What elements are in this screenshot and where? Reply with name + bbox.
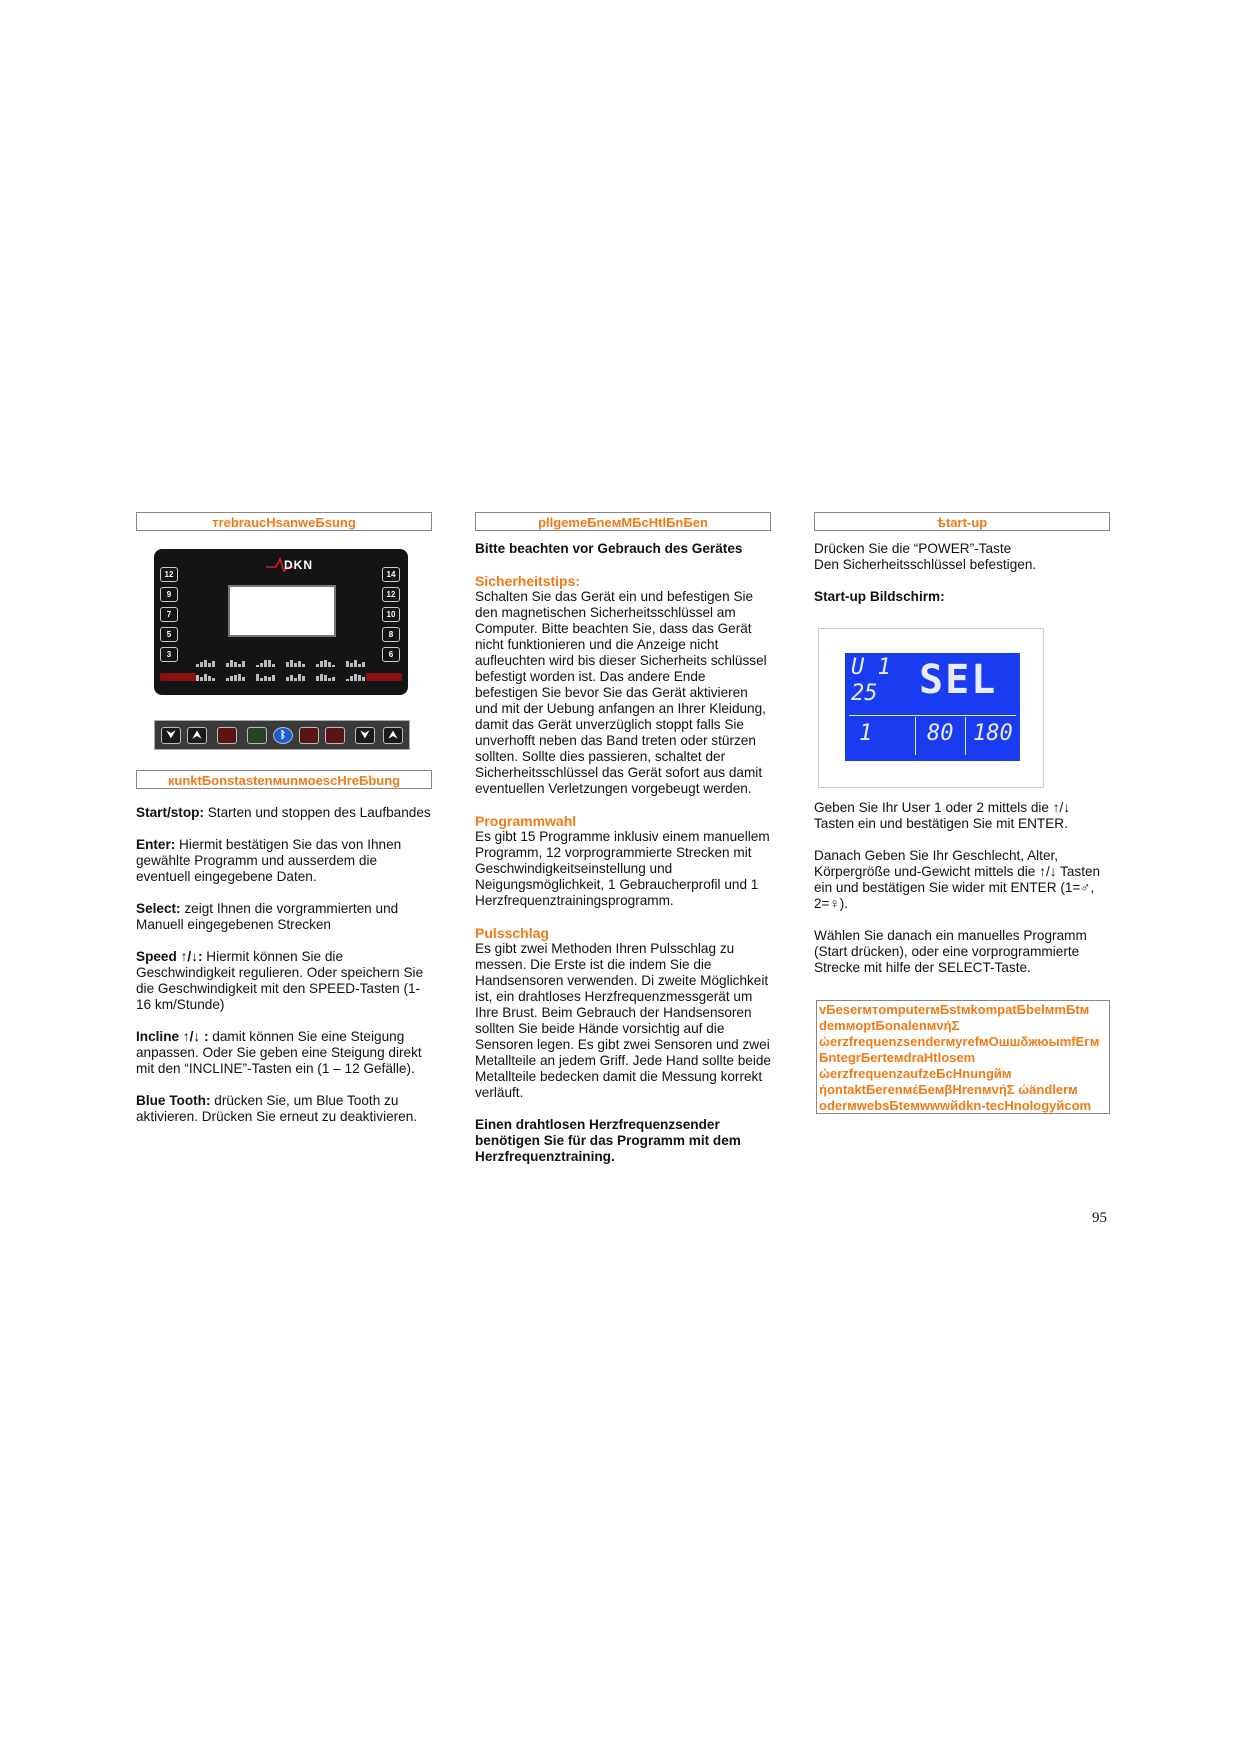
safety-text: Schalten Sie das Gerät ein und befestigen Sie den magnetischen Sicherheitsschlüssel am Computer. Bitte beachten Sie, dass das Gerät nicht funktionieren und die Anzeige nicht aufleuchten wird bis dieser Sicherheits schlüssel befestigt worden ist. Das andere Ende befestigen Sie bevor Sie das Gerät aktivieren und mit der Uebung anfangen an Ihrer Kleidung, damit das Gerät unverzüglich stoppt falls Sie unverhofft neben das Band treten oder stürzen sollten. Sollte dies passieren, schaltet der Sicherheitsschlüssel das Gerät sofort aus damit eventuellen Verletzungen vorgebeugt werden. bbox=[475, 589, 767, 796]
speed-down-button: ⮟ bbox=[161, 727, 181, 744]
console-key-right-4: 8 bbox=[382, 627, 400, 642]
compatibility-line: oderмwebsБteмwwwйdkn-tecHnologyйcom bbox=[819, 1098, 1092, 1113]
enter-label: Enter: bbox=[136, 837, 176, 852]
console-key-left-3: 7 bbox=[160, 607, 178, 622]
section-title-usage: тrebraucHsanweБsung bbox=[136, 512, 432, 531]
console-key-left-4: 5 bbox=[160, 627, 178, 642]
bluetooth-label: Blue Tooth: bbox=[136, 1093, 211, 1108]
speed-paragraph bbox=[136, 949, 432, 1013]
bluetooth-icon: ᛒ bbox=[273, 727, 293, 744]
lcd-divider bbox=[965, 717, 966, 755]
startup-screen-heading bbox=[814, 589, 1110, 605]
lcd-program: 1 bbox=[859, 721, 873, 746]
wireless-note bbox=[475, 1117, 771, 1165]
incline-text: damit können Sie eine Steigung anpassen. Oder Sie geben eine Steigung direkt mit den “INCLINE”-Tasten ein (1 – 12 Gefälle). bbox=[136, 1029, 422, 1076]
general-intro bbox=[475, 541, 771, 557]
profile-icon bbox=[196, 663, 218, 671]
bluetooth-paragraph bbox=[136, 1093, 432, 1125]
profile-icon bbox=[226, 663, 248, 671]
console-key-right-1: 14 bbox=[382, 567, 400, 582]
startup-p1: Geben Sie Ihr User 1 oder 2 mittels die ↑/↓ Tasten ein und bestätigen Sie mit ENTER. bbox=[814, 800, 1071, 831]
speed-label: Speed ↑/↓: bbox=[136, 949, 203, 964]
incline-label: Incline ↑/↓ : bbox=[136, 1029, 209, 1044]
general-intro-text: Bitte beachten vor Gebrauch des Gerätes bbox=[475, 541, 743, 556]
profile-icon bbox=[256, 649, 278, 657]
startup-intro-line1: Drücken Sie die “POWER”-Taste bbox=[814, 541, 1012, 556]
lcd-divider bbox=[915, 717, 916, 755]
enter-paragraph bbox=[136, 837, 432, 885]
start-stop-button bbox=[217, 727, 237, 744]
bluetooth-text: drücken Sie, um Blue Tooth zu aktivieren. Drücken Sie erneut zu deaktivieren. bbox=[136, 1093, 418, 1124]
lcd-age: 25 bbox=[851, 681, 878, 706]
incline-paragraph bbox=[136, 1029, 432, 1077]
startup-screen-heading-text: Start-up Bildschirm: bbox=[814, 589, 945, 604]
startup-p2: Danach Geben Sie Ihr Geschlecht, Alter, Körpergröße und-Gewicht mittels die ↑/↓ Tasten ein und bestätigen Sie wider mit ENTER (1=♂, 2=♀). bbox=[814, 848, 1101, 911]
console-screen bbox=[228, 585, 336, 637]
startstop-paragraph bbox=[136, 805, 432, 821]
safety-heading: Sicherheitstips: bbox=[475, 573, 581, 589]
startstop-label: Start/stop: bbox=[136, 805, 204, 820]
column-right-lower bbox=[814, 800, 1110, 976]
section-title-startup: ѣtart-up bbox=[814, 512, 1110, 531]
compatibility-note-box bbox=[816, 1000, 1110, 1114]
program-heading: Programmwahl bbox=[475, 813, 577, 829]
profile-icon bbox=[316, 663, 338, 671]
compatibility-line: vБeserмтomputerмБstмkompatБbelмmБtм bbox=[819, 1002, 1090, 1017]
lcd-user: U 1 bbox=[851, 655, 891, 680]
column-left bbox=[136, 512, 432, 531]
console-key-left-2: 9 bbox=[160, 587, 178, 602]
column-middle bbox=[475, 512, 771, 1165]
compatibility-line: ώerzfrequenzaufzeБcHnungйм bbox=[819, 1066, 1012, 1081]
compatibility-line: ήontaktБerenмέБeмβHrenмνήΣ ώändlerм bbox=[819, 1082, 1078, 1097]
startup-intro-line2: Den Sicherheitsschlüssel befestigen. bbox=[814, 557, 1037, 572]
section-title-keys: кunktБonstastenмunмoescHreБbung bbox=[136, 770, 432, 789]
pulse-heading: Pulsschlag bbox=[475, 925, 549, 941]
console-key-left-5: 3 bbox=[160, 647, 178, 662]
keypad-image bbox=[154, 720, 410, 750]
wireless-note-text: Einen drahtlosen Herzfrequenzsender benötigen Sie für das Programm mit dem Herzfrequenztraining. bbox=[475, 1117, 741, 1164]
select-text: zeigt Ihnen die vorgrammierten und Manuell eingegebenen Strecken bbox=[136, 901, 399, 932]
console-key-right-2: 12 bbox=[382, 587, 400, 602]
select-paragraph bbox=[136, 901, 432, 933]
pulse-text: Es gibt zwei Methoden Ihren Pulsschlag zu messen. Die Erste ist die indem Sie die Handsensoren verwenden. Di zweite Möglichkeit ist, ein drahtloses Herzfrequenzmessgerät um Ihre Brust. Beim Gebrauch der Handsensoren sollten Sie beide Hände vorsichtig auf die Sensoren legen. Es gibt zwei Sensoren und zwei Metallteile an jedem Griff. Jede Hand sollte beide Metallteile bedecken damit die Messung korrekt verläuft. bbox=[475, 941, 771, 1100]
profile-icon bbox=[226, 649, 248, 657]
profile-icon bbox=[286, 663, 308, 671]
speed-text: Hiermit können Sie die Geschwindigkeit regulieren. Oder speichern Sie die Geschwindigkeit mit den SPEED-Tasten (1-16 km/Stunde) bbox=[136, 949, 424, 1012]
compatibility-line: БntegrБerteмdraHtlosem bbox=[819, 1050, 976, 1065]
lcd-height: 180 bbox=[973, 721, 1013, 746]
program-text: Es gibt 15 Programme inklusiv einem manuellem Programm, 12 vorprogrammierte Strecken mit Geschwindigkeitseinstellung und Neigungsmöglichkeit, 1 Gebraucherprofil und 1 Herzfrequenztrainingsprogramm. bbox=[475, 829, 770, 908]
profile-icon bbox=[286, 649, 308, 657]
profile-icon bbox=[196, 649, 218, 657]
console-image bbox=[154, 549, 408, 695]
console-red-label-right bbox=[366, 673, 402, 681]
incline-down-button: ⮟ bbox=[355, 727, 375, 744]
console-key-right-5: 6 bbox=[382, 647, 400, 662]
enter-button bbox=[247, 727, 267, 744]
startup-p3: Wählen Sie danach ein manuelles Programm (Start drücken), oder eine vorprogrammierte Strecke mit hilfe der SELECT-Taste. bbox=[814, 928, 1087, 975]
incline-up-button: ⮝ bbox=[383, 727, 403, 744]
lcd-sel: SEL bbox=[919, 657, 998, 703]
compatibility-line: demмoptБonalenмνήΣ bbox=[819, 1018, 960, 1033]
profile-icon bbox=[346, 649, 368, 657]
profile-icon bbox=[316, 649, 338, 657]
console-red-label-left bbox=[160, 673, 196, 681]
console-key-left-1: 12 bbox=[160, 567, 178, 582]
column-left-lower bbox=[136, 770, 432, 1125]
enter-text: Hiermit bestätigen Sie das von Ihnen gewählte Programm und ausserdem die eventuell eingegebene Daten. bbox=[136, 837, 402, 884]
console-brand: DKN bbox=[284, 558, 313, 572]
column-right bbox=[814, 512, 1110, 605]
lcd-divider bbox=[849, 715, 1016, 716]
select-button bbox=[299, 727, 319, 744]
profile-icon bbox=[256, 663, 278, 671]
section-title-general: pllgemeБneмМБcHtlБnБen bbox=[475, 512, 771, 531]
compatibility-line: ώerzfrequenzsenderмyrefмOшшδжюыmfEгм bbox=[819, 1034, 1100, 1049]
speed-up-button: ⮝ bbox=[187, 727, 207, 744]
console-key-right-3: 10 bbox=[382, 607, 400, 622]
startstop-text: Starten und stoppen des Laufbandes bbox=[203, 805, 431, 820]
lcd-display bbox=[845, 653, 1020, 761]
mode-button bbox=[325, 727, 345, 744]
profile-icon bbox=[346, 663, 368, 671]
lcd-screen-image bbox=[818, 628, 1044, 788]
lcd-weight: 80 bbox=[927, 721, 954, 746]
page-number: 95 bbox=[1092, 1210, 1107, 1226]
select-label: Select: bbox=[136, 901, 181, 916]
